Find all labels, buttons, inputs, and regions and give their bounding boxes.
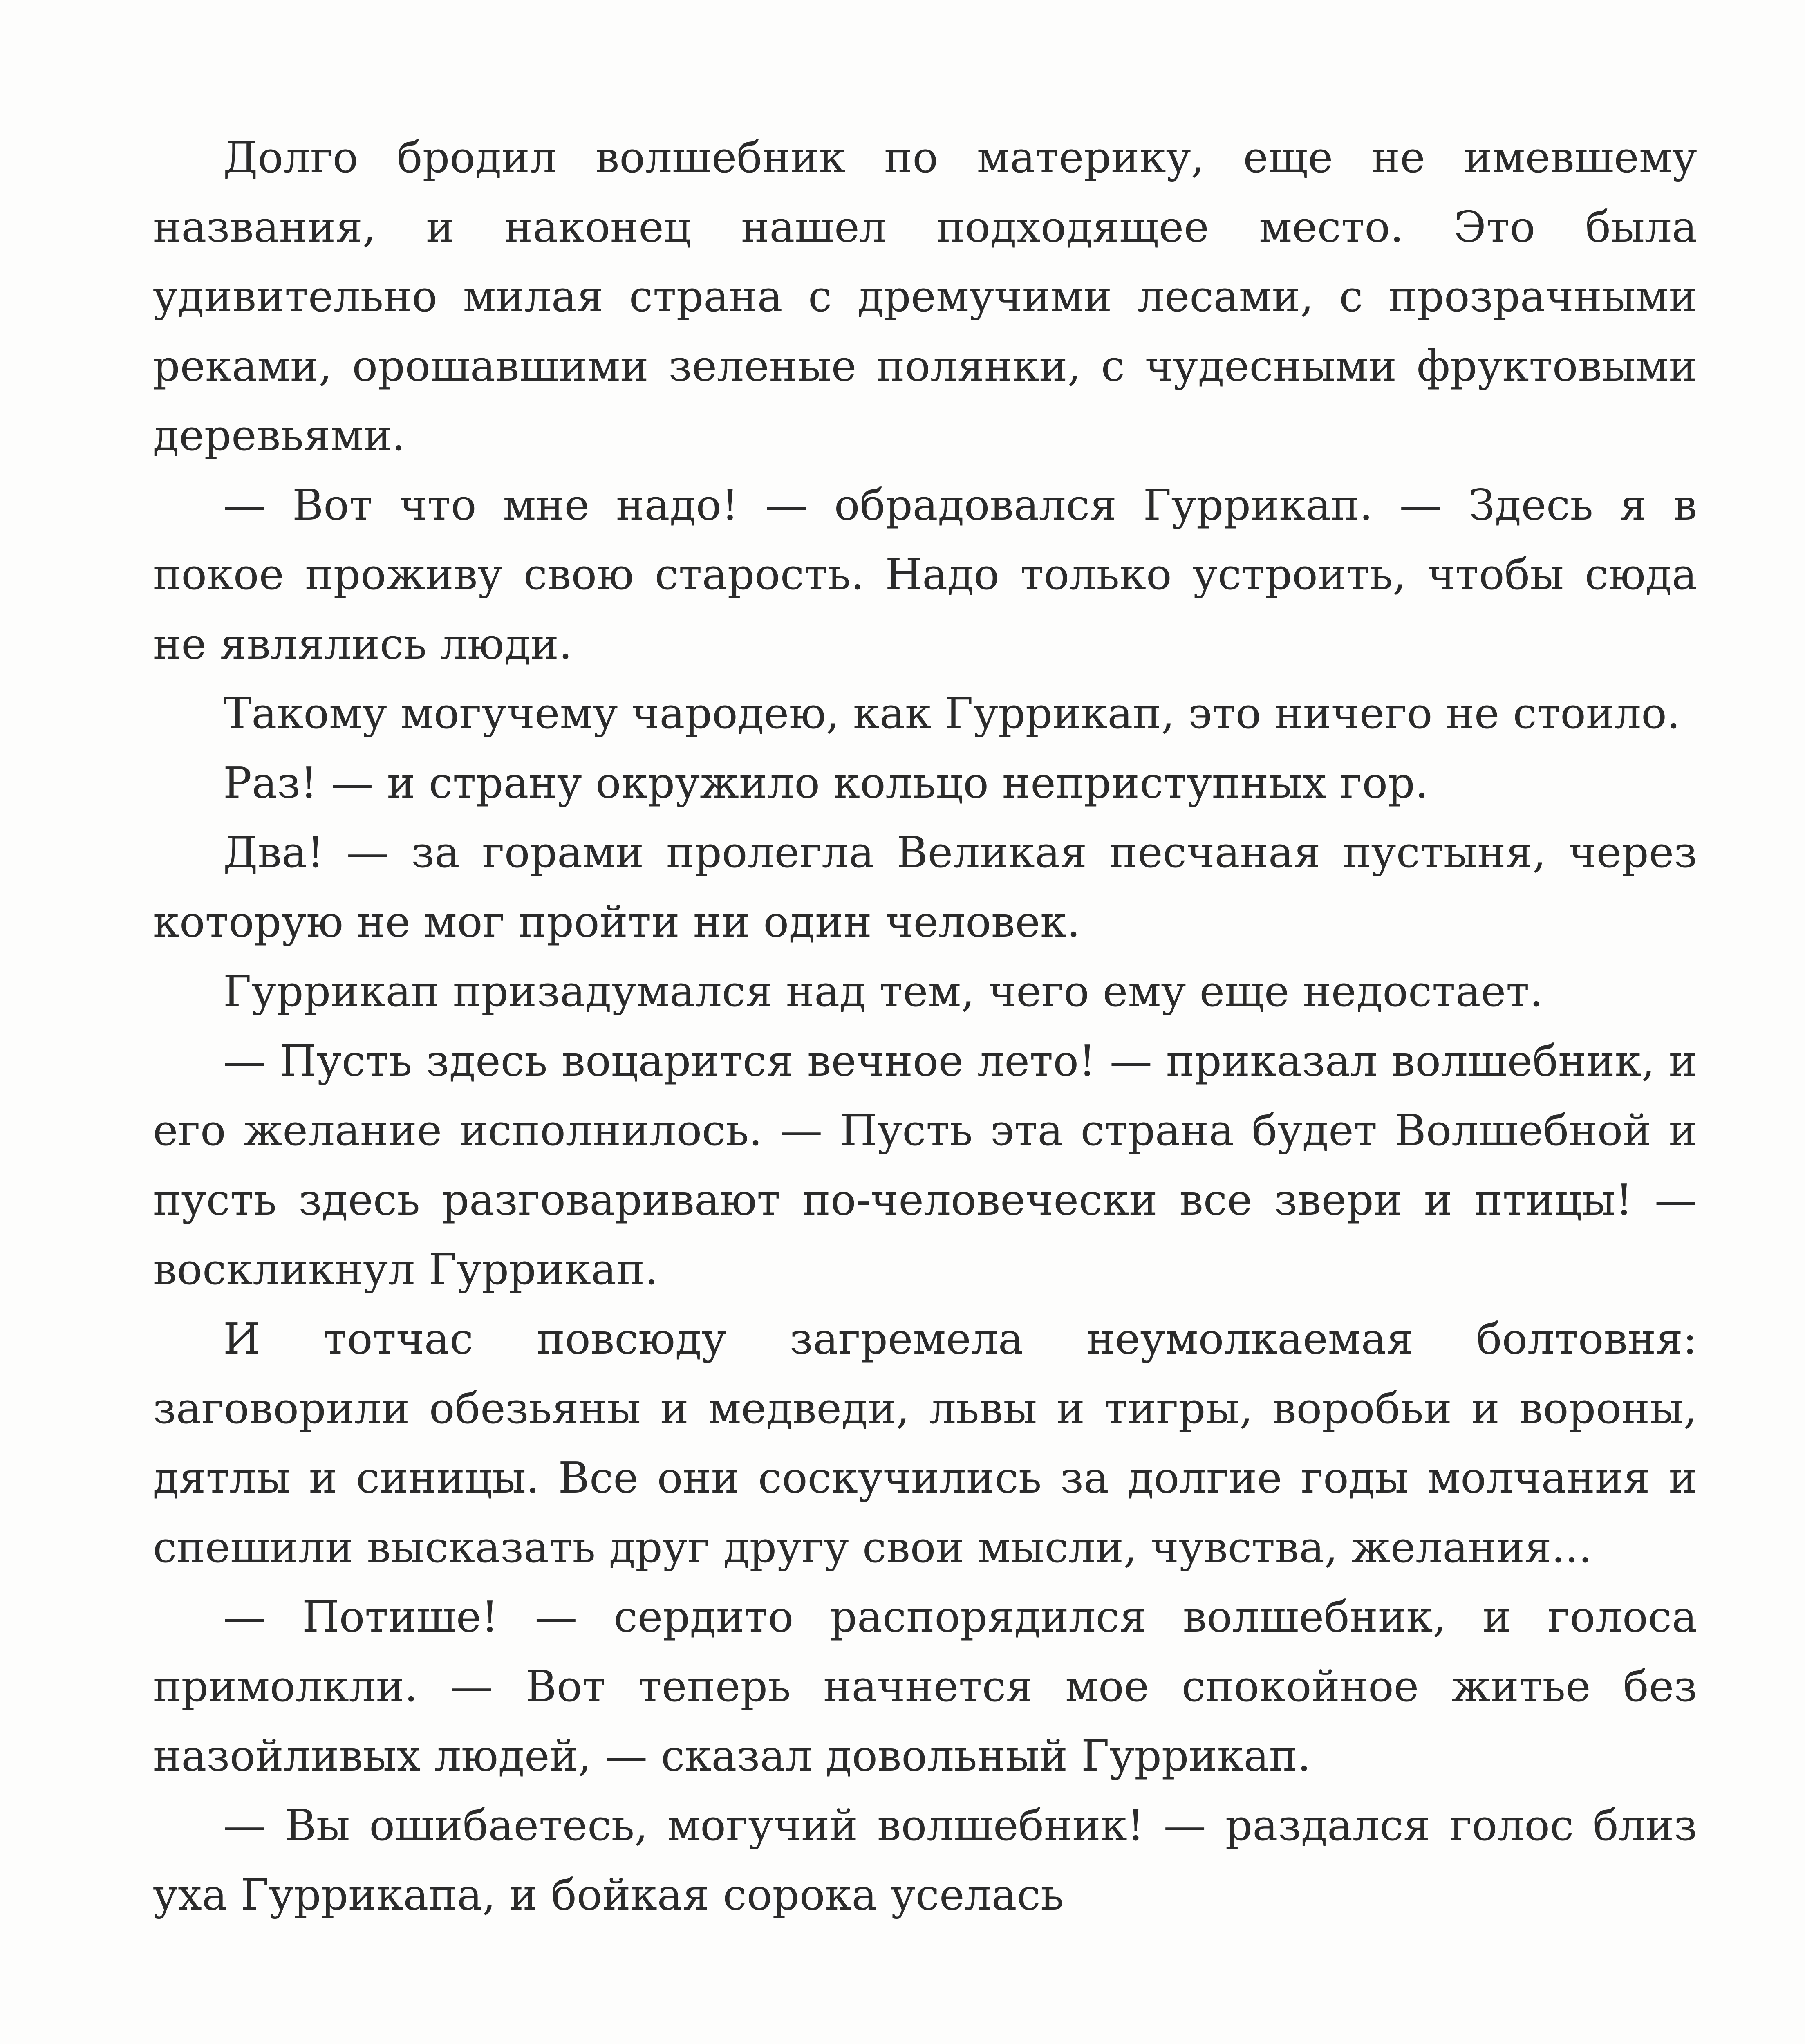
paragraph: Два! — за горами пролегла Великая песчаная пустыня, через которую не мог пройти ни один человек.: [153, 827, 1697, 947]
paragraph: Долго бродил волшебник по материку, еще не имевшему названия, и наконец нашел подходящее место. Это была удивительно милая страна с дремучими лесами, с прозрачными реками, орошавшими зеленые полянки, с чудесными фруктовыми деревьями.: [153, 132, 1697, 460]
paragraph: Раз! — и страну окружило кольцо неприступных гор.: [223, 758, 1429, 808]
paragraph: — Вот что мне надо! — обрадовался Гуррикап. — Здесь я в покое проживу свою старость. Надо только устроить, чтобы сюда не являлись люди.: [153, 480, 1697, 669]
paragraph: — Вы ошибаетесь, могучий волшебник! — раздался голос близ уха Гуррикапа, и бойкая сорока уселась: [153, 1800, 1697, 1920]
paragraph: Такому могучему чародею, как Гуррикап, это ничего не стоило.: [223, 688, 1680, 738]
paragraph: И тотчас повсюду загремела неумолкаемая болтовня: заговорили обезьяны и медведи, львы и тигры, воробьи и вороны, дятлы и синицы. Все они соскучились за долгие годы молчания и спешили высказать друг другу свои мысли, чувства, желания...: [153, 1314, 1697, 1572]
paragraph: Гуррикап призадумался над тем, чего ему еще недостает.: [223, 966, 1543, 1016]
paragraph: — Пусть здесь воцарится вечное лето! — приказал волшебник, и его желание исполнилось. — Пусть эта страна будет Волшебной и пусть здесь разговаривают по-человечески все звери и птицы! — воскликнул Гуррикап.: [153, 1036, 1697, 1294]
paragraph: — Потише! — сердито распорядился волшебник, и голоса примолкли. — Вот теперь начнется мое спокойное житье без назойливых людей, — сказал довольный Гуррикап.: [153, 1592, 1697, 1781]
body-text: [153, 123, 1697, 1930]
